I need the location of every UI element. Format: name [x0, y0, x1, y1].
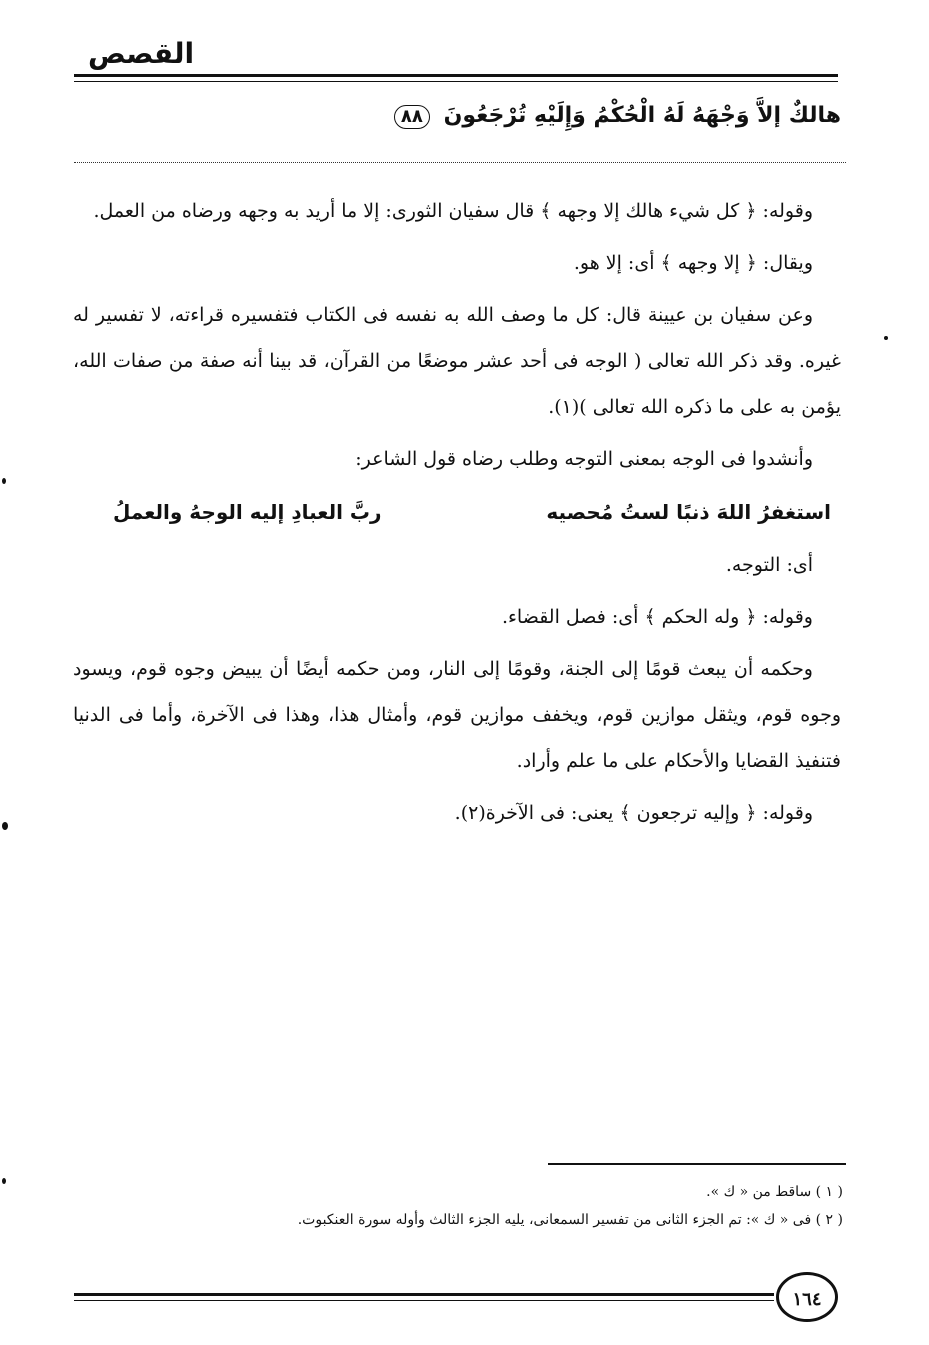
scan-speck	[2, 1178, 6, 1184]
poem-first-hemistich: استغفرُ اللهَ ذنبًا لستُ مُحصيه	[546, 500, 831, 524]
poem-verse	[73, 488, 841, 536]
scan-speck	[2, 822, 8, 830]
scan-speck	[2, 478, 6, 484]
paragraph-8: وقوله: ﴿ وإليه ترجعون ﴾ يعنى: فى الآخرة(٢).	[454, 802, 813, 824]
header-rule-thick	[74, 74, 838, 77]
footnote-1: ( ١ ) ساقط من « ك ».	[706, 1184, 843, 1200]
footnotes	[73, 1178, 843, 1234]
page-number: ١٦٤	[776, 1272, 838, 1322]
paragraph-5: أى: التوجه.	[725, 554, 813, 576]
bottom-rule-thick	[74, 1293, 774, 1296]
footnote-rule	[548, 1163, 846, 1165]
paragraph-4: وأنشدوا فى الوجه بمعنى التوجه وطلب رضاه قول الشاعر:	[355, 448, 813, 470]
verse-number-badge: ٨٨	[394, 105, 430, 129]
paragraph-1: وقوله: ﴿ كل شيء هالك إلا وجهه ﴾ قال سفيان الثورى: إلا ما أريد به وجهه ورضاه من العمل.	[93, 200, 813, 222]
commentary-body	[73, 188, 841, 842]
footnote-2: ( ٢ ) فى « ك »: تم الجزء الثانى من تفسير السمعانى، يليه الجزء الثالث وأوله سورة العنكبوت.	[297, 1212, 843, 1228]
dotted-separator	[74, 162, 846, 163]
verse-text: هالكٌ إلاَّ وَجْهَهُ لَهُ الْحُكْمُ وَإِلَيْهِ تُرْجَعُونَ	[443, 103, 841, 128]
paragraph-6: وقوله: ﴿ وله الحكم ﴾ أى: فصل القضاء.	[501, 606, 813, 628]
paragraph-2: ويقال: ﴿ إلا وجهه ﴾ أى: إلا هو.	[573, 252, 813, 274]
paragraph-7: وحكمه أن يبعث قومًا إلى الجنة، وقومًا إلى النار، ومن حكمه أيضًا أن يبيض وجوه قوم، ويسود وجوه قوم، ويثقل موازين قوم، ويخفف موازين قوم، وأمثال هذا، وهذا فى الآخرة، وأما فى الدنيا فتنفيذ القضايا والأحكام على ما علم وأراد.	[73, 658, 841, 772]
scan-speck	[884, 336, 888, 340]
surah-title: القصص	[88, 37, 195, 70]
quran-verse-line	[81, 94, 841, 138]
header-rule-thin	[74, 81, 838, 82]
bottom-rule-thin	[74, 1300, 774, 1301]
poem-second-hemistich: ربَّ العبادِ إليه الوجهُ والعملُ	[113, 500, 382, 524]
paragraph-3: وعن سفيان بن عيينة قال: كل ما وصف الله به نفسه فى الكتاب فتفسيره قراءته، لا تفسير له غيره. وقد ذكر الله تعالى ( الوجه فى أحد عشر موضعًا من القرآن، قد بينا أنه صفة من صفات الله، يؤمن به على ما ذكره الله تعالى )(١).	[73, 304, 841, 418]
